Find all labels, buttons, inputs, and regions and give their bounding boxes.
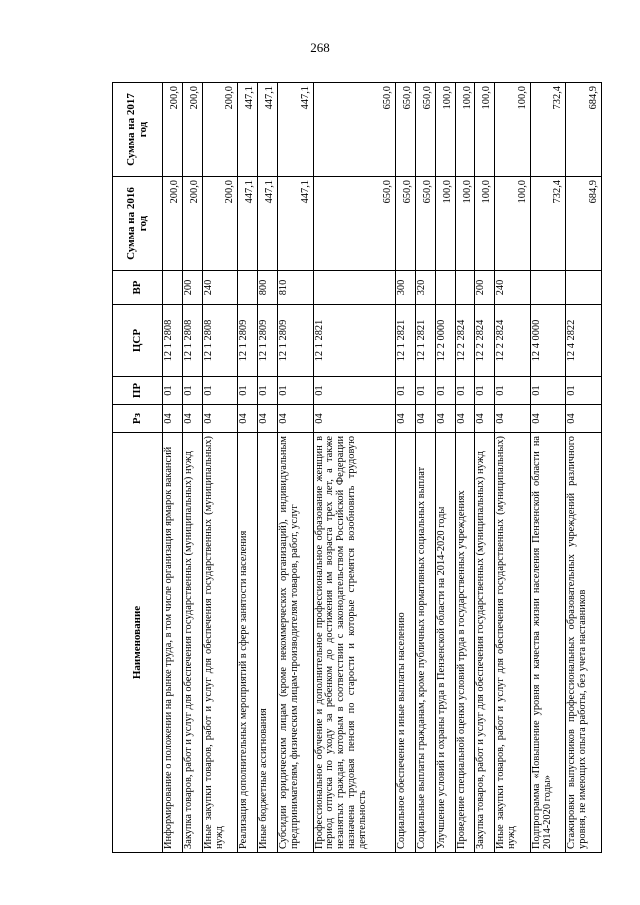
cell-csr: 12 4 0000 (530, 305, 566, 377)
page-number: 268 (310, 40, 330, 55)
cell-sum2016: 684,9 (566, 177, 602, 271)
header-pr: ПР (113, 377, 163, 405)
cell-name: Иные бюджетные ассигнования (258, 433, 278, 853)
cell-sum2016: 100,0 (435, 177, 455, 271)
cell-sum2016: 732,4 (530, 177, 566, 271)
cell-csr: 12 2 0000 (435, 305, 455, 377)
table-row (163, 83, 183, 853)
cell-vr: 320 (415, 271, 435, 305)
cell-csr: 12 2 2824 (475, 305, 495, 377)
table-row (475, 83, 495, 853)
cell-rz: 04 (313, 405, 395, 433)
cell-pr: 01 (238, 377, 258, 405)
table-row (435, 83, 455, 853)
cell-name: Иные закупки товаров, работ и услуг для обеспечения государственных (муниципальных) нужд (202, 433, 238, 853)
cell-sum2016: 650,0 (313, 177, 395, 271)
cell-name: Социальные выплаты гражданам, кроме публичных нормативных социальных выплат (415, 433, 435, 853)
cell-rz: 04 (202, 405, 238, 433)
header-name: Наименование (113, 433, 163, 853)
cell-csr: 12 2 2824 (495, 305, 531, 377)
cell-sum2017: 200,0 (163, 83, 183, 177)
table-row (455, 83, 475, 853)
cell-rz: 04 (238, 405, 258, 433)
cell-csr: 12 1 2821 (395, 305, 415, 377)
cell-csr: 12 1 2809 (238, 305, 258, 377)
cell-name: Проведение специальной оценки условий труда в государственных учреждениях (455, 433, 475, 853)
cell-csr: 12 1 2809 (258, 305, 278, 377)
cell-rz: 04 (395, 405, 415, 433)
cell-rz: 04 (258, 405, 278, 433)
cell-sum2017: 100,0 (435, 83, 455, 177)
table-row (313, 83, 395, 853)
cell-rz: 04 (163, 405, 183, 433)
rotated-table-container (112, 83, 602, 853)
cell-vr: 240 (202, 271, 238, 305)
cell-rz: 04 (455, 405, 475, 433)
header-sum2016: Сумма на 2016 год (113, 177, 163, 271)
header-vr: ВР (113, 271, 163, 305)
cell-pr: 01 (435, 377, 455, 405)
cell-pr: 01 (415, 377, 435, 405)
table-row (278, 83, 314, 853)
cell-sum2017: 650,0 (313, 83, 395, 177)
table-body (163, 83, 602, 853)
cell-vr: 300 (395, 271, 415, 305)
cell-name: Подпрограмма «Повышение уровня и качества жизни населения Пензенской области на 2014-2020 годы» (530, 433, 566, 853)
cell-pr: 01 (163, 377, 183, 405)
table-row (566, 83, 602, 853)
cell-sum2016: 200,0 (163, 177, 183, 271)
cell-vr (455, 271, 475, 305)
cell-name: Субсидии юридическим лицам (кроме некоммерческих организаций), индивидуальным предпринимателям, физическим лицам-производителям товаров, работ, услуг (278, 433, 314, 853)
cell-sum2017: 732,4 (530, 83, 566, 177)
cell-sum2017: 447,1 (278, 83, 314, 177)
cell-name: Иные закупки товаров, работ и услуг для обеспечения государственных (муниципальных) нужд (495, 433, 531, 853)
cell-name: Социальное обеспечение и иные выплаты населению (395, 433, 415, 853)
cell-sum2016: 447,1 (278, 177, 314, 271)
cell-sum2016: 200,0 (202, 177, 238, 271)
cell-rz: 04 (475, 405, 495, 433)
cell-name: Информирование о положении на рынке труда, в том числе организация ярмарок вакансий (163, 433, 183, 853)
cell-csr: 12 1 2821 (313, 305, 395, 377)
cell-pr: 01 (530, 377, 566, 405)
cell-vr: 240 (495, 271, 531, 305)
table-row (238, 83, 258, 853)
cell-vr: 200 (182, 271, 202, 305)
cell-pr: 01 (182, 377, 202, 405)
table-row (415, 83, 435, 853)
cell-vr: 200 (475, 271, 495, 305)
cell-sum2017: 447,1 (258, 83, 278, 177)
cell-rz: 04 (495, 405, 531, 433)
cell-sum2016: 650,0 (395, 177, 415, 271)
cell-sum2017: 200,0 (202, 83, 238, 177)
cell-name: Закупка товаров, работ и услуг для обеспечения государственных (муниципальных) нужд (475, 433, 495, 853)
cell-sum2017: 650,0 (415, 83, 435, 177)
cell-name: Профессиональное обучение и дополнительное профессиональное образование женщин в период отпуска по уходу за ребенком до достижения им возраста трех лет, а также незанятых граждан, которым в соответствии с законодательством Российской Федерации назначена трудовая пенсия по старости и которые стремятся возобновить трудовую деятельность (313, 433, 395, 853)
cell-sum2017: 447,1 (238, 83, 258, 177)
cell-rz: 04 (415, 405, 435, 433)
header-csr: ЦСР (113, 305, 163, 377)
cell-rz: 04 (566, 405, 602, 433)
cell-pr: 01 (566, 377, 602, 405)
cell-sum2017: 200,0 (182, 83, 202, 177)
cell-vr: 810 (278, 271, 314, 305)
cell-rz: 04 (278, 405, 314, 433)
cell-name: Стажировки выпускников профессиональных образовательных учреждений различного уровня, не имеющих опыта работы, без учета наставников (566, 433, 602, 853)
cell-pr: 01 (475, 377, 495, 405)
cell-sum2017: 650,0 (395, 83, 415, 177)
cell-sum2016: 447,1 (238, 177, 258, 271)
cell-name: Закупка товаров, работ и услуг для обеспечения государственных (муниципальных) нужд (182, 433, 202, 853)
cell-sum2017: 100,0 (455, 83, 475, 177)
cell-sum2017: 684,9 (566, 83, 602, 177)
table-header-row (113, 83, 163, 853)
cell-sum2016: 447,1 (258, 177, 278, 271)
table-row (182, 83, 202, 853)
cell-sum2016: 100,0 (475, 177, 495, 271)
cell-csr: 12 1 2809 (278, 305, 314, 377)
cell-csr: 12 1 2808 (202, 305, 238, 377)
cell-pr: 01 (495, 377, 531, 405)
cell-vr (530, 271, 566, 305)
cell-vr (313, 271, 395, 305)
cell-pr: 01 (455, 377, 475, 405)
cell-name: Реализация дополнительных мероприятий в сфере занятости населения (238, 433, 258, 853)
budget-table (112, 82, 602, 853)
cell-name: Улучшение условий и охраны труда в Пензенской области на 2014-2020 годы (435, 433, 455, 853)
cell-vr: 800 (258, 271, 278, 305)
cell-vr (238, 271, 258, 305)
table-row (530, 83, 566, 853)
cell-vr (566, 271, 602, 305)
cell-csr: 12 1 2808 (182, 305, 202, 377)
cell-csr: 12 2 2824 (455, 305, 475, 377)
cell-vr (435, 271, 455, 305)
cell-sum2017: 100,0 (475, 83, 495, 177)
cell-sum2016: 100,0 (495, 177, 531, 271)
cell-csr: 12 1 2821 (415, 305, 435, 377)
header-sum2017: Сумма на 2017 год (113, 83, 163, 177)
cell-vr (163, 271, 183, 305)
table-row (258, 83, 278, 853)
header-rz: Рз (113, 405, 163, 433)
cell-sum2017: 100,0 (495, 83, 531, 177)
cell-csr: 12 1 2808 (163, 305, 183, 377)
table-row (395, 83, 415, 853)
cell-pr: 01 (395, 377, 415, 405)
cell-pr: 01 (313, 377, 395, 405)
cell-csr: 12 4 2822 (566, 305, 602, 377)
cell-pr: 01 (202, 377, 238, 405)
cell-rz: 04 (530, 405, 566, 433)
cell-sum2016: 200,0 (182, 177, 202, 271)
cell-pr: 01 (278, 377, 314, 405)
cell-pr: 01 (258, 377, 278, 405)
cell-sum2016: 650,0 (415, 177, 435, 271)
table-row (495, 83, 531, 853)
cell-rz: 04 (182, 405, 202, 433)
table-row (202, 83, 238, 853)
cell-rz: 04 (435, 405, 455, 433)
cell-sum2016: 100,0 (455, 177, 475, 271)
